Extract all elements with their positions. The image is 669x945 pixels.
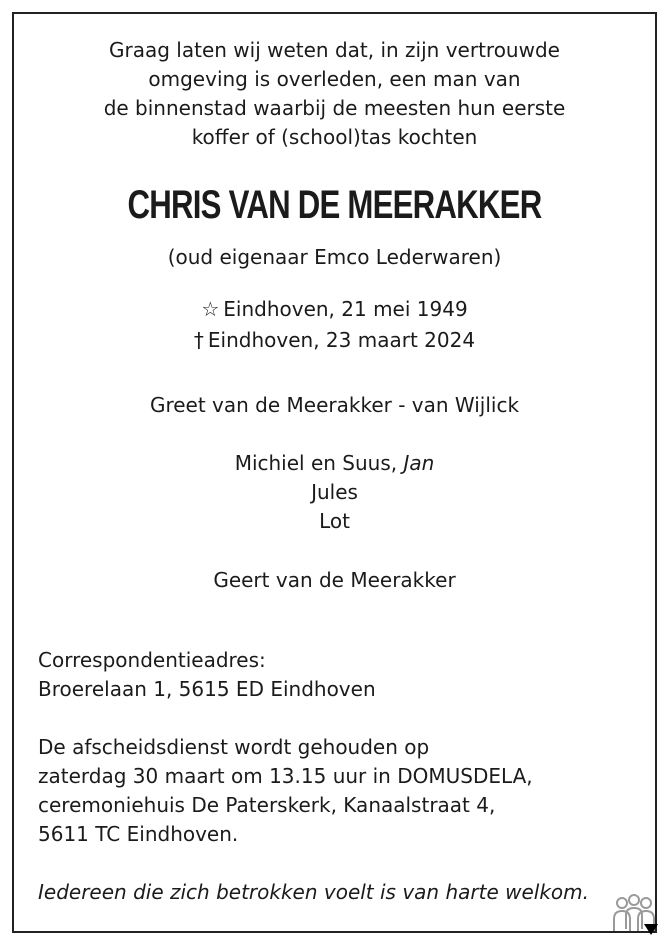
birth-text: Eindhoven, 21 mei 1949 (223, 297, 468, 321)
death-text: Eindhoven, 23 maart 2024 (207, 328, 476, 352)
service-line-1: De afscheidsdienst wordt gehouden op (38, 735, 430, 759)
cross-icon: † (193, 328, 204, 352)
sibling-name: Geert van de Meerakker (213, 568, 456, 592)
intro-line-3: de binnenstad waarbij de meesten hun eerste (103, 96, 566, 120)
grandchild-name: Jan (403, 451, 435, 475)
service-line-4: 5611 TC Eindhoven. (38, 822, 239, 846)
intro-line-2: omgeving is overleden, een man van (148, 67, 521, 91)
service-line-2: zaterdag 30 maart om 13.15 uur in DOMUSDELA, (38, 764, 533, 788)
birth-line (0, 295, 669, 323)
spouse-name: Greet van de Meerakker - van Wijlick (149, 393, 520, 417)
children-line-3: Lot (319, 509, 350, 533)
children-names: Michiel en Suus, (234, 451, 398, 475)
death-line (0, 326, 669, 354)
correspondence-address: Broerelaan 1, 5615 ED Eindhoven (38, 677, 376, 701)
correspondence-label: Correspondentieadres: (38, 648, 266, 672)
arrow-down-icon[interactable] (644, 924, 658, 935)
children-line-1 (0, 449, 669, 477)
deceased-subtitle: (oud eigenaar Emco Lederwaren) (167, 245, 502, 269)
children-line-2: Jules (311, 480, 358, 504)
intro-line-1: Graag laten wij weten dat, in zijn vertrouwde (109, 38, 560, 62)
service-line-3: ceremoniehuis De Paterskerk, Kanaalstraat 4, (38, 793, 496, 817)
star-icon: ☆ (201, 297, 220, 321)
deceased-name: CHRIS VAN DE MEERAKKER (127, 183, 542, 227)
intro-line-4: koffer of (school)tas kochten (191, 125, 478, 149)
closing-text: Iedereen die zich betrokken voelt is van harte welkom. (38, 880, 589, 904)
